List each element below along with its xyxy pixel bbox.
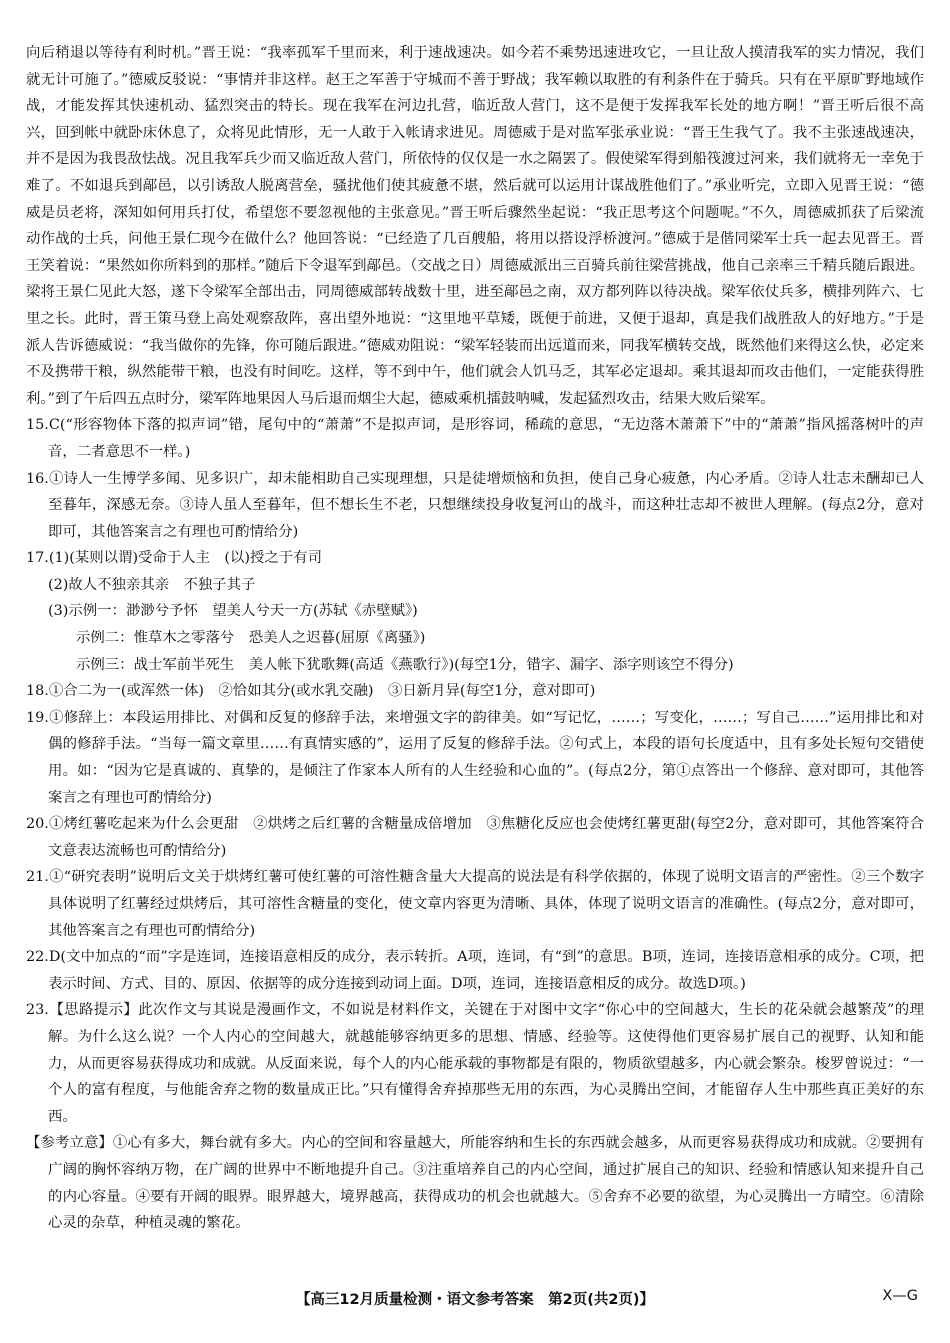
answer-23-reference: 【参考立意】①心有多大，舞台就有多大。内心的空间和容量越大，所能容纳和生长的东西就会越多，从而更容易获得成功和成就。②要拥有广阔的胸怀容纳万物，在广阔的世界中不断地提升自己。③注重培养自己的内心空间，通过扩展自己的知识、经验和情感认知来提升自己的内心容量。④要有开阔的眼界。眼界越大，境界越高，获得成功的机会也就越大。⑤舍弃不必要的欲望，为心灵腾出一方晴空。⑥清除心灵的杂草，种植灵魂的繁花。 [26,1135,924,1232]
answer-16: 16.①诗人一生博学多闻、见多识广，却未能相助自己实现理想，只是徒增烦恼和负担，使自己身心疲惫，内心矛盾。②诗人壮志未酬却已人至暮年，深感无奈。③诗人虽人至暮年，但不想长生不老，只想继续投身收复河山的战斗，而这种壮志却不被世人理解。(每点2分，意对即可，其他答案言之有理也可酌情给分) [26,470,924,540]
answer-20: 20.①烤红薯吃起来为什么会更甜 ②烘烤之后红薯的含糖量成倍增加 ③焦糖化反应也会使烤红薯更甜(每空2分，意对即可，其他答案符合文意表达流畅也可酌情给分) [26,816,924,859]
answer-17-2: (2)故人不独亲其亲 不独子其子 [48,576,256,593]
answer-18: 18.①合二为一(或浑然一体) ②恰如其分(或水乳交融) ③日新月异(每空1分，意对即可) [26,683,596,700]
answer-17-3-example-2: 示例二：惟草木之零落兮 恐美人之迟暮(屈原《离骚》) [76,630,426,647]
answer-21: 21.①“研究表明”说明后文关于烘烤红薯可使红薯的可溶性糖含量大大提高的说法是有科学依据的，体现了说明文语言的严密性。②三个数字具体说明了红薯经过烘烤后，其可溶性含糖量的变化，使文章内容更为清晰、具体，体现了说明文语言的准确性。(每点2分，意对即可，其他答案言之有理也可酌情给分) [26,869,924,939]
footer-code: X—G [882,1288,918,1304]
answer-19: 19.①修辞上：本段运用排比、对偶和反复的修辞手法，来增强文字的韵律美。如“写记忆，……；写变化，……；写自己……”运用排比和对偶的修辞手法。“当每一篇文章里……有真情实感的”，运用了反复的修辞手法。②句式上，本段的语句长度适中，且有多处长短句交错使用。如：“因为它是真诚的、真挚的，是倾注了作家本人所有的人生经验和心血的”。(每点2分，第①点答出一个修辞、意对即可，其他答案言之有理也可酌情给分) [26,709,924,806]
answer-17-3-example-3: 示例三：战士军前半死生 美人帐下犹歌舞(高适《燕歌行》)(每空1分，错字、漏字、添字则该空不得分) [76,656,734,673]
answer-23-hint: 23.【思路提示】此次作文与其说是漫画作文，不如说是材料作文，关键在于对图中文字“你心中的空间越大，生长的花朵就会越繁茂”的理解。为什么这么说？一个人内心的空间越大，就越能够容纳更多的思想、情感、经验等。这使得他们更容易扩展自己的视野、认知和能力，从而更容易获得成功和成就。从反面来说，每个人的内心能承载的事物都是有限的，物质欲望越多，内心就会繁杂。梭罗曾说过：“一个人的富有程度，与他能舍弃之物的数量成正比。”只有懂得舍弃掉那些无用的东西，为心灵腾出空间，才能留存人生中那些真正美好的东西。 [26,1002,924,1125]
answer-17-3-example-1: (3)示例一：渺渺兮予怀 望美人兮天一方(苏轼《赤壁赋》) [48,603,418,620]
answer-15: 15.C(“形容物体下落的拟声词”错，尾句中的“萧萧”不是拟声词，是形容词，稀疏的意思，“无边落木萧萧下”中的“萧萧”指风摇落树叶的声音，二者意思不一样。) [26,417,924,460]
answer-page [26,40,924,1237]
footer-title: 【高三12月质量检测・语文参考答案 第2页(共2页)】 [295,1292,655,1308]
page-footer [0,1288,950,1314]
translation-passage: 向后稍退以等待有利时机。”晋王说：“我率孤军千里而来，利于速战速决。如今若不乘势迅速进攻它，一旦让敌人摸清我军的实力情况，我们就无计可施了。”德威反驳说：“事情并非这样。赵王之军善于守城而不善于野战；我军赖以取胜的有利条件在于骑兵。只有在平原旷野地域作战，才能发挥其快速机动、猛烈突击的特长。现在我军在河边扎营，临近敌人营门，这不是便于发挥我军长处的地方啊！”晋王听后很不高兴，回到帐中就卧床休息了，众将见此情形，无一人敢于入帐请求进见。周德威于是对监军张承业说：“晋王生我气了。我不主张速战速决，并不是因为我畏敌怯战。况且我军兵少而又临近敌人营门，所依恃的仅仅是一水之隔罢了。假使梁军得到船筏渡过河来，我们就将无一幸免于难了。不如退兵到鄗邑，以引诱敌人脱离营垒，骚扰他们使其疲惫不堪，然后就可以运用计谋战胜他们了。”承业听完，立即入见晋王说：“德威是员老将，深知如何用兵打仗，希望您不要忽视他的主张意见。”晋王听后骤然坐起说：“我正思考这个问题呢。”不久，周德威抓获了后梁流动作战的士兵，问他王景仁现今在做什么？他回答说：“已经造了几百艘船，将用以搭设浮桥渡河。”德威于是偕同梁军士兵一起去见晋王。晋王笑着说：“果然如你所料到的那样。”随后下令退军到鄗邑。（交战之日）周德威派出三百骑兵前往梁营挑战，他自己亲率三千精兵随后跟进。梁将王景仁见此大怒，遂下令梁军全部出击，同周德威部转战数十里，进至鄗邑之南，双方都列阵以待决战。梁军依仗兵多，横排列阵六、七里之长。此时，晋王策马登上高处观察敌阵，喜出望外地说：“这里地平草矮，既便于前进，又便于退却，真是我们战胜敌人的好地方。”于是派人告诉德威说：“我当做你的先锋，你可随后跟进。”德威劝阻说：“梁军轻装而出远道而来，同我军横转交战，既然他们来得这么快，必定来不及携带干粮，纵然能带干粮，也没有时间吃。这样，等不到中午，他们就会人饥马乏，其军必定退却。乘其退却而攻击他们，一定能获得胜利。”到了午后四五点时分，梁军阵地果因人马后退而烟尘大起，德威乘机擂鼓呐喊，发起猛烈攻击，结果大败后梁军。 [26,45,924,407]
answer-17-1: 17.(1)(某则以谓)受命于人主 (以)授之于有司 [26,550,322,567]
answer-22: 22.D(文中加点的“而”字是连词，连接语意相反的成分，表示转折。A项，连词，有“到”的意思。B项，连词，连接语意相承的成分。C项，把表示时间、方式、目的、原因、依据等的成分连接到动词上面。D项，连词，连接语意相反的成分。故选D项。) [26,949,924,992]
